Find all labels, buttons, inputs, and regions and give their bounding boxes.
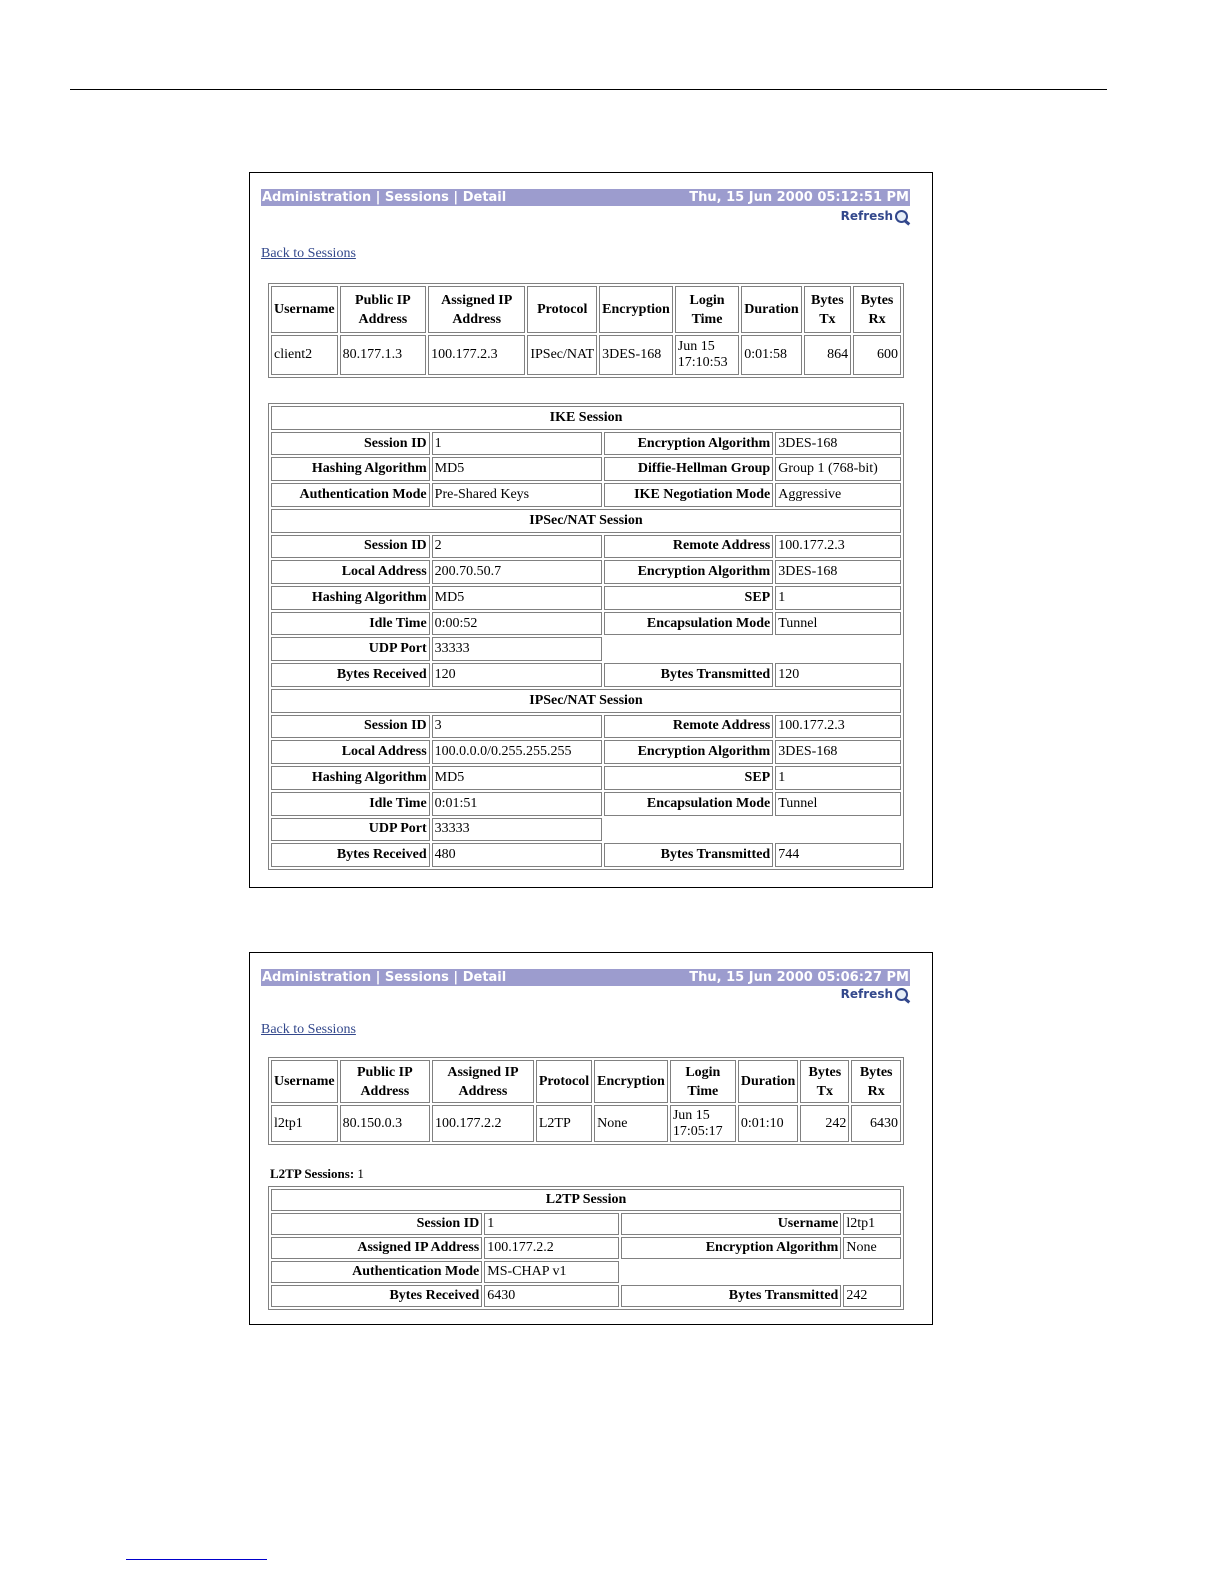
session-summary-table xyxy=(268,1057,904,1145)
field-label: Local Address xyxy=(271,560,430,584)
field-value: 100.177.2.2 xyxy=(484,1237,619,1259)
refresh-label: Refresh xyxy=(840,209,893,223)
login-time-cell xyxy=(670,1105,736,1142)
field-label: Remote Address xyxy=(604,535,773,559)
field-label: Authentication Mode xyxy=(271,483,430,507)
col-header: Protocol xyxy=(536,1060,592,1103)
l2tp-session-count xyxy=(270,1166,364,1182)
field-value: 242 xyxy=(843,1285,901,1307)
login-date: Jun 15 xyxy=(672,1107,710,1123)
field-value: Tunnel xyxy=(775,612,901,636)
field-label: UDP Port xyxy=(271,818,430,842)
field-value: Aggressive xyxy=(775,483,901,507)
refresh-button[interactable] xyxy=(841,209,908,223)
field-label: Hashing Algorithm xyxy=(271,586,430,610)
section-header-row xyxy=(271,406,901,430)
field-value: 120 xyxy=(432,663,602,687)
field-value: 0:01:51 xyxy=(432,792,602,816)
table-row xyxy=(271,766,901,790)
l2tp-count-value: 1 xyxy=(357,1166,364,1181)
field-value: 200.70.50.7 xyxy=(432,560,602,584)
field-label: Bytes Received xyxy=(271,1285,482,1307)
table-header-row xyxy=(271,286,901,333)
field-value: Tunnel xyxy=(775,792,901,816)
table-row xyxy=(271,715,901,739)
public-ip-cell: 80.177.1.3 xyxy=(340,335,426,375)
section-title: IPSec/NAT Session xyxy=(271,509,901,533)
field-label: Local Address xyxy=(271,740,430,764)
field-value: Group 1 (768-bit) xyxy=(775,457,901,481)
col-header: Assigned IP Address xyxy=(428,286,525,333)
duration-cell: 0:01:58 xyxy=(741,335,801,375)
table-row xyxy=(271,1237,901,1259)
field-label: Session ID xyxy=(271,535,430,559)
col-header: Login Time xyxy=(675,286,739,333)
field-label: Encryption Algorithm xyxy=(604,560,773,584)
table-row xyxy=(271,586,901,610)
assigned-ip-cell: 100.177.2.3 xyxy=(428,335,525,375)
field-value: MD5 xyxy=(432,766,602,790)
field-label: Encryption Algorithm xyxy=(604,432,773,456)
empty-cell xyxy=(604,818,773,842)
field-label: IKE Negotiation Mode xyxy=(604,483,773,507)
refresh-icon xyxy=(895,988,908,1001)
col-header: Assigned IP Address xyxy=(432,1060,534,1103)
refresh-button[interactable] xyxy=(841,987,908,1001)
table-row xyxy=(271,818,901,842)
bytes-rx-cell: 6430 xyxy=(851,1105,901,1142)
field-value: MS-CHAP v1 xyxy=(484,1261,619,1283)
field-value: 33333 xyxy=(432,637,602,661)
col-header: Username xyxy=(271,1060,338,1103)
table-row xyxy=(271,1261,901,1283)
col-header: Encryption xyxy=(599,286,673,333)
col-header: Duration xyxy=(741,286,801,333)
l2tp-count-label: L2TP Sessions: xyxy=(270,1166,355,1181)
table-row xyxy=(271,457,901,481)
field-value: None xyxy=(843,1237,901,1259)
protocol-cell: L2TP xyxy=(536,1105,592,1142)
empty-cell xyxy=(775,818,901,842)
col-header: Duration xyxy=(738,1060,798,1103)
field-value: 6430 xyxy=(484,1285,619,1307)
back-to-sessions-link[interactable]: Back to Sessions xyxy=(261,246,356,261)
field-label: SEP xyxy=(604,766,773,790)
breadcrumb: Administration | Sessions | Detail xyxy=(262,970,507,985)
duration-cell: 0:01:10 xyxy=(738,1105,798,1142)
col-header: Public IP Address xyxy=(340,286,426,333)
login-clock: 17:10:53 xyxy=(677,355,728,370)
col-header: Bytes Tx xyxy=(804,286,851,333)
field-value: 744 xyxy=(775,843,901,867)
table-row xyxy=(271,335,901,375)
protocol-cell: IPSec/NAT xyxy=(527,335,597,375)
field-value: 480 xyxy=(432,843,602,867)
table-row xyxy=(271,560,901,584)
table-row xyxy=(271,483,901,507)
l2tp-session-detail-screen xyxy=(249,952,933,1325)
field-value: 2 xyxy=(432,535,602,559)
field-label: Encryption Algorithm xyxy=(604,740,773,764)
field-value: 0:00:52 xyxy=(432,612,602,636)
col-header: Public IP Address xyxy=(340,1060,430,1103)
header-rule xyxy=(70,89,1107,90)
empty-cell xyxy=(775,637,901,661)
title-bar xyxy=(261,969,910,986)
login-time-cell xyxy=(675,335,739,375)
refresh-label: Refresh xyxy=(840,987,893,1001)
field-label: Encapsulation Mode xyxy=(604,792,773,816)
table-row xyxy=(271,1105,901,1142)
field-label: Authentication Mode xyxy=(271,1261,482,1283)
col-header: Encryption xyxy=(594,1060,668,1103)
field-label: Bytes Received xyxy=(271,663,430,687)
field-label: Diffie-Hellman Group xyxy=(604,457,773,481)
empty-cell xyxy=(604,637,773,661)
section-title: IKE Session xyxy=(271,406,901,430)
field-label: Session ID xyxy=(271,1213,482,1235)
field-label: Encryption Algorithm xyxy=(621,1237,841,1259)
table-row xyxy=(271,792,901,816)
field-value: 1 xyxy=(775,586,901,610)
field-value: 100.0.0.0/0.255.255.255 xyxy=(432,740,602,764)
field-value: 100.177.2.3 xyxy=(775,535,901,559)
username-cell: l2tp1 xyxy=(271,1105,338,1142)
field-value: Pre-Shared Keys xyxy=(432,483,602,507)
field-value: l2tp1 xyxy=(843,1213,901,1235)
bytes-rx-cell: 600 xyxy=(853,335,901,375)
col-header: Username xyxy=(271,286,338,333)
field-label: Session ID xyxy=(271,432,430,456)
field-value: MD5 xyxy=(432,457,602,481)
col-header: Login Time xyxy=(670,1060,736,1103)
session-summary-table xyxy=(268,283,904,378)
session-detail-table xyxy=(268,403,904,870)
field-value: 3DES-168 xyxy=(775,560,901,584)
section-header-row xyxy=(271,509,901,533)
table-row xyxy=(271,612,901,636)
table-row xyxy=(271,432,901,456)
field-label: Assigned IP Address xyxy=(271,1237,482,1259)
table-row xyxy=(271,535,901,559)
field-value: 120 xyxy=(775,663,901,687)
bytes-tx-cell: 864 xyxy=(804,335,851,375)
field-label: Idle Time xyxy=(271,612,430,636)
col-header: Protocol xyxy=(527,286,597,333)
table-row xyxy=(271,1285,901,1307)
col-header: Bytes Rx xyxy=(851,1060,901,1103)
field-label: Idle Time xyxy=(271,792,430,816)
field-label: Bytes Received xyxy=(271,843,430,867)
assigned-ip-cell: 100.177.2.2 xyxy=(432,1105,534,1142)
ipsec-session-detail-screen xyxy=(249,172,933,888)
field-label: Username xyxy=(621,1213,841,1235)
field-value: 3 xyxy=(432,715,602,739)
field-label: Bytes Transmitted xyxy=(604,843,773,867)
section-header-row xyxy=(271,689,901,713)
section-title: L2TP Session xyxy=(271,1189,901,1211)
field-label: Bytes Transmitted xyxy=(621,1285,841,1307)
empty-cell xyxy=(621,1261,841,1283)
table-row xyxy=(271,663,901,687)
refresh-icon xyxy=(895,210,908,223)
encryption-cell: 3DES-168 xyxy=(599,335,673,375)
field-label: UDP Port xyxy=(271,637,430,661)
footer-link-rule xyxy=(126,1559,267,1560)
col-header: Bytes Tx xyxy=(800,1060,849,1103)
table-row xyxy=(271,740,901,764)
field-label: Hashing Algorithm xyxy=(271,766,430,790)
table-header-row xyxy=(271,1060,901,1103)
field-label: Hashing Algorithm xyxy=(271,457,430,481)
field-value: 33333 xyxy=(432,818,602,842)
title-bar xyxy=(261,189,910,206)
login-date: Jun 15 xyxy=(677,339,715,354)
encryption-cell: None xyxy=(594,1105,668,1142)
field-label: Remote Address xyxy=(604,715,773,739)
field-label: SEP xyxy=(604,586,773,610)
empty-cell xyxy=(843,1261,901,1283)
table-row xyxy=(271,637,901,661)
bytes-tx-cell: 242 xyxy=(800,1105,849,1142)
breadcrumb: Administration | Sessions | Detail xyxy=(262,190,507,205)
field-value: MD5 xyxy=(432,586,602,610)
back-to-sessions-link[interactable]: Back to Sessions xyxy=(261,1022,356,1037)
field-label: Bytes Transmitted xyxy=(604,663,773,687)
field-label: Session ID xyxy=(271,715,430,739)
field-value: 1 xyxy=(432,432,602,456)
field-label: Encapsulation Mode xyxy=(604,612,773,636)
col-header: Bytes Rx xyxy=(853,286,901,333)
timestamp: Thu, 15 Jun 2000 05:12:51 PM xyxy=(689,190,909,205)
field-value: 100.177.2.3 xyxy=(775,715,901,739)
field-value: 1 xyxy=(484,1213,619,1235)
public-ip-cell: 80.150.0.3 xyxy=(340,1105,430,1142)
username-cell: client2 xyxy=(271,335,338,375)
section-header-row xyxy=(271,1189,901,1211)
field-value: 1 xyxy=(775,766,901,790)
section-title: IPSec/NAT Session xyxy=(271,689,901,713)
field-value: 3DES-168 xyxy=(775,432,901,456)
table-row xyxy=(271,843,901,867)
table-row xyxy=(271,1213,901,1235)
field-value: 3DES-168 xyxy=(775,740,901,764)
timestamp: Thu, 15 Jun 2000 05:06:27 PM xyxy=(689,970,909,985)
l2tp-detail-table xyxy=(268,1186,904,1310)
login-clock: 17:05:17 xyxy=(672,1123,723,1139)
